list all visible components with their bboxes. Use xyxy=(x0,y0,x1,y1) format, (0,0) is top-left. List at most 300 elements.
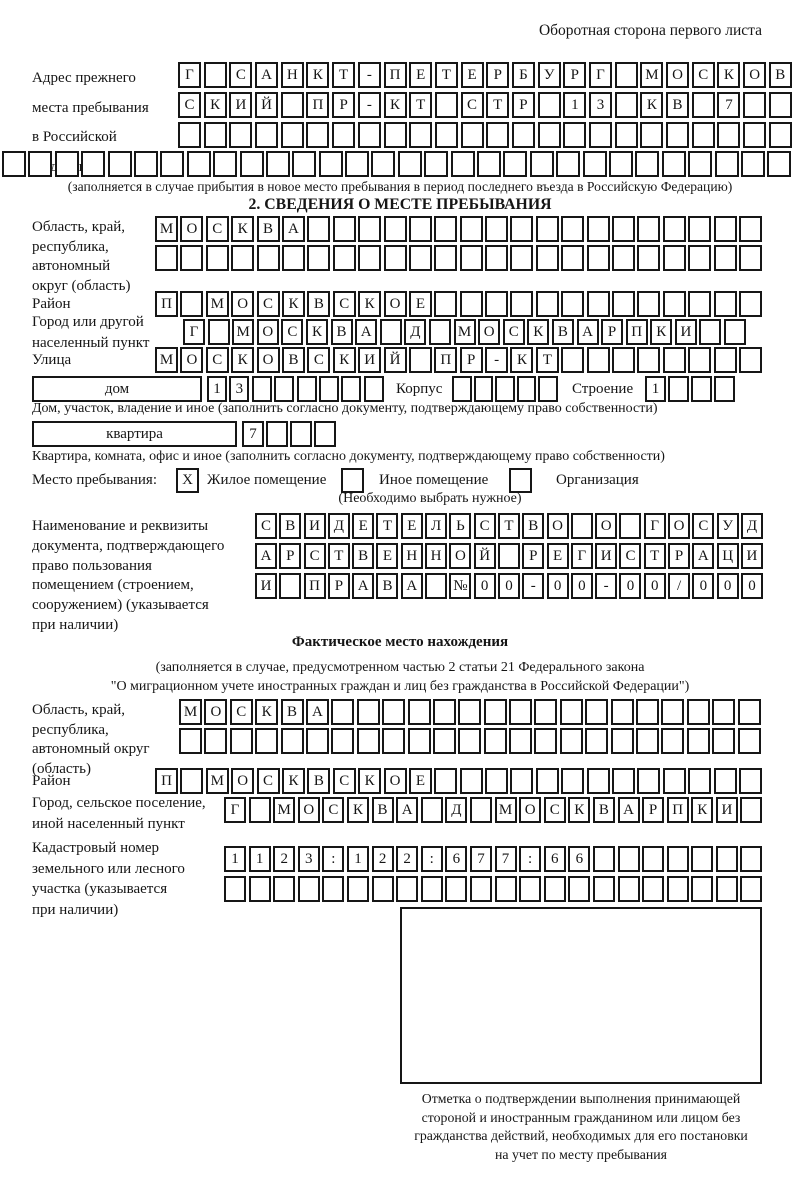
char-cell xyxy=(281,728,304,754)
char-cell xyxy=(714,245,737,271)
char-cell: С xyxy=(333,768,356,794)
char-cell xyxy=(477,151,501,177)
char-cell: И xyxy=(716,797,738,823)
ulitsa-row xyxy=(155,347,762,373)
char-cell xyxy=(738,728,761,754)
char-cell: П xyxy=(306,92,329,118)
char-cell xyxy=(712,699,735,725)
char-cell: Р xyxy=(512,92,535,118)
char-cell xyxy=(187,151,211,177)
char-cell: 1 xyxy=(207,376,227,402)
document-row-2 xyxy=(255,543,763,569)
char-cell: Т xyxy=(376,513,398,539)
char-cell xyxy=(433,728,456,754)
char-cell: И xyxy=(675,319,697,345)
char-cell xyxy=(536,291,559,317)
char-cell: А xyxy=(255,62,278,88)
char-cell: О xyxy=(668,513,690,539)
char-cell xyxy=(319,376,339,402)
char-cell: - xyxy=(485,347,508,373)
char-cell: К xyxy=(306,62,329,88)
char-cell: Т xyxy=(409,92,432,118)
char-cell: П xyxy=(384,62,407,88)
char-cell: И xyxy=(358,347,381,373)
char-cell: А xyxy=(618,797,640,823)
prev-address-row-3 xyxy=(178,122,792,148)
char-cell xyxy=(663,347,686,373)
char-cell: К xyxy=(510,347,533,373)
char-cell xyxy=(769,122,792,148)
option-zhiloe-label: Жилое помещение xyxy=(207,472,327,488)
char-cell xyxy=(474,376,494,402)
char-cell xyxy=(587,347,610,373)
char-cell: Г xyxy=(183,319,205,345)
char-cell: К xyxy=(231,347,254,373)
char-cell xyxy=(615,62,638,88)
char-cell xyxy=(486,122,509,148)
fact-gorod-label: Город, сельское поселение, иной населенный пункт xyxy=(32,795,206,832)
char-cell: П xyxy=(304,573,326,599)
char-cell: 7 xyxy=(717,92,740,118)
char-cell xyxy=(452,376,472,402)
char-cell xyxy=(281,122,304,148)
char-cell xyxy=(636,728,659,754)
fact-gorod-row xyxy=(224,797,762,823)
char-cell: М xyxy=(640,62,663,88)
char-cell: Л xyxy=(425,513,447,539)
char-cell: О xyxy=(666,62,689,88)
char-cell xyxy=(612,347,635,373)
char-cell xyxy=(28,151,52,177)
char-cell: : xyxy=(322,846,344,872)
char-cell: 7 xyxy=(242,421,264,447)
document-row-3 xyxy=(255,573,763,599)
char-cell: Е xyxy=(376,543,398,569)
char-cell xyxy=(739,216,762,242)
char-cell: С xyxy=(544,797,566,823)
char-cell xyxy=(178,122,201,148)
char-cell: Е xyxy=(461,62,484,88)
char-cell xyxy=(319,151,343,177)
char-cell xyxy=(743,92,766,118)
char-cell xyxy=(712,728,735,754)
char-cell xyxy=(435,122,458,148)
char-cell xyxy=(460,245,483,271)
char-cell xyxy=(155,245,178,271)
char-cell xyxy=(273,876,295,902)
char-cell xyxy=(292,151,316,177)
char-cell: К xyxy=(568,797,590,823)
char-cell xyxy=(429,319,451,345)
char-cell xyxy=(563,122,586,148)
char-cell: К xyxy=(384,92,407,118)
kvartira-cells xyxy=(242,421,336,447)
char-cell xyxy=(585,699,608,725)
char-cell xyxy=(380,319,402,345)
char-cell xyxy=(662,151,686,177)
char-cell xyxy=(691,876,713,902)
char-cell: 6 xyxy=(568,846,590,872)
char-cell xyxy=(290,421,312,447)
char-cell: С xyxy=(333,291,356,317)
char-cell xyxy=(179,728,202,754)
char-cell xyxy=(460,768,483,794)
char-cell: № xyxy=(449,573,471,599)
char-cell: С xyxy=(619,543,641,569)
char-cell xyxy=(204,62,227,88)
char-cell xyxy=(589,122,612,148)
char-cell xyxy=(180,768,203,794)
char-cell xyxy=(663,216,686,242)
char-cell xyxy=(266,421,288,447)
char-cell xyxy=(611,699,634,725)
char-cell xyxy=(636,699,659,725)
char-cell: С xyxy=(281,319,303,345)
char-cell: С xyxy=(178,92,201,118)
char-cell: О xyxy=(595,513,617,539)
char-cell xyxy=(692,92,715,118)
char-cell xyxy=(160,151,184,177)
char-cell: М xyxy=(495,797,517,823)
char-cell xyxy=(298,876,320,902)
char-cell xyxy=(460,216,483,242)
char-cell xyxy=(640,122,663,148)
char-cell: С xyxy=(474,513,496,539)
char-cell: С xyxy=(461,92,484,118)
char-cell xyxy=(740,876,762,902)
char-cell: В xyxy=(352,543,374,569)
raion-label: Район xyxy=(32,296,71,312)
char-cell xyxy=(724,319,746,345)
char-cell: Т xyxy=(435,62,458,88)
char-cell xyxy=(495,376,515,402)
char-cell xyxy=(204,122,227,148)
char-cell: С xyxy=(229,62,252,88)
char-cell: Й xyxy=(474,543,496,569)
char-cell xyxy=(691,846,713,872)
char-cell xyxy=(587,291,610,317)
char-cell xyxy=(509,699,532,725)
stamp-caption: Отметка о подтверждении выполнения принимающей стороной и иностранным гражданином или лицом без гражданства действий, необходимых для его постановки на учет по месту пребывания xyxy=(414,1091,748,1162)
char-cell: Р xyxy=(486,62,509,88)
char-cell xyxy=(739,768,762,794)
char-cell xyxy=(637,216,660,242)
char-cell xyxy=(739,347,762,373)
char-cell: 6 xyxy=(544,846,566,872)
char-cell xyxy=(503,151,527,177)
char-cell xyxy=(408,728,431,754)
char-cell xyxy=(714,291,737,317)
char-cell xyxy=(561,347,584,373)
char-cell xyxy=(204,728,227,754)
char-cell: - xyxy=(595,573,617,599)
char-cell xyxy=(668,376,689,402)
kvartira-caption: Квартира, комната, офис и иное (заполнить согласно документу, подтверждающему право собственности) xyxy=(32,449,665,464)
char-cell: 0 xyxy=(644,573,666,599)
char-cell xyxy=(434,245,457,271)
char-cell: Е xyxy=(352,513,374,539)
char-cell xyxy=(434,768,457,794)
back-side-note: Оборотная сторона первого листа xyxy=(538,22,762,39)
char-cell xyxy=(637,768,660,794)
char-cell xyxy=(615,122,638,148)
korpus-label: Корпус xyxy=(396,381,443,397)
char-cell xyxy=(421,876,443,902)
char-cell xyxy=(382,699,405,725)
char-cell xyxy=(534,699,557,725)
char-cell: К xyxy=(255,699,278,725)
fact-note-line-2: "О миграционном учете иностранных граждан и лиц без гражданства в Российской Федерации") xyxy=(110,679,690,694)
char-cell xyxy=(358,245,381,271)
char-cell xyxy=(279,573,301,599)
char-cell: Р xyxy=(279,543,301,569)
char-cell xyxy=(688,291,711,317)
char-cell xyxy=(55,151,79,177)
char-cell: В xyxy=(376,573,398,599)
raion-row xyxy=(155,291,762,317)
char-cell xyxy=(434,216,457,242)
char-cell: Н xyxy=(401,543,423,569)
char-cell: С xyxy=(304,543,326,569)
char-cell: О xyxy=(547,513,569,539)
char-cell xyxy=(743,122,766,148)
char-cell: С xyxy=(692,62,715,88)
char-cell: М xyxy=(232,319,254,345)
char-cell xyxy=(510,768,533,794)
char-cell: Ц xyxy=(717,543,739,569)
char-cell: И xyxy=(229,92,252,118)
char-cell: В xyxy=(307,768,330,794)
char-cell: Р xyxy=(601,319,623,345)
char-cell xyxy=(583,151,607,177)
char-cell: Е xyxy=(409,62,432,88)
char-cell xyxy=(769,92,792,118)
char-cell: Р xyxy=(460,347,483,373)
char-cell: О xyxy=(257,347,280,373)
char-cell: Г xyxy=(224,797,246,823)
char-cell xyxy=(560,699,583,725)
char-cell: Ь xyxy=(449,513,471,539)
char-cell xyxy=(716,876,738,902)
char-cell xyxy=(738,699,761,725)
char-cell: / xyxy=(668,573,690,599)
char-cell: 3 xyxy=(589,92,612,118)
char-cell: 0 xyxy=(692,573,714,599)
char-cell: В xyxy=(281,699,304,725)
char-cell xyxy=(409,122,432,148)
char-cell xyxy=(612,768,635,794)
char-cell xyxy=(434,291,457,317)
char-cell: : xyxy=(519,846,541,872)
checkbox-inoe xyxy=(341,468,364,493)
char-cell xyxy=(458,728,481,754)
char-cell: С xyxy=(206,347,229,373)
char-cell xyxy=(249,876,271,902)
char-cell xyxy=(255,122,278,148)
fact-title: Фактическое место нахождения xyxy=(291,634,509,650)
char-cell: С xyxy=(307,347,330,373)
char-cell: : xyxy=(421,846,443,872)
char-cell xyxy=(536,216,559,242)
char-cell: О xyxy=(204,699,227,725)
char-cell xyxy=(333,216,356,242)
char-cell: 1 xyxy=(347,846,369,872)
char-cell: Д xyxy=(404,319,426,345)
char-cell xyxy=(688,768,711,794)
char-cell: О xyxy=(180,347,203,373)
char-cell: А xyxy=(396,797,418,823)
char-cell xyxy=(249,797,271,823)
char-cell: К xyxy=(527,319,549,345)
char-cell xyxy=(510,291,533,317)
char-cell: К xyxy=(358,291,381,317)
char-cell: К xyxy=(282,768,305,794)
char-cell xyxy=(408,699,431,725)
char-cell: М xyxy=(155,347,178,373)
char-cell: 1 xyxy=(563,92,586,118)
char-cell xyxy=(331,699,354,725)
char-cell: В xyxy=(279,513,301,539)
dom-caption: Дом, участок, владение и иное (заполнить согласно документу, подтверждающему право собственности) xyxy=(32,401,658,416)
char-cell: Р xyxy=(328,573,350,599)
char-cell xyxy=(458,699,481,725)
mesto-note: (Необходимо выбрать нужное) xyxy=(338,491,522,506)
char-cell: Н xyxy=(425,543,447,569)
char-cell xyxy=(495,876,517,902)
char-cell xyxy=(517,376,537,402)
char-cell xyxy=(556,151,580,177)
char-cell: К xyxy=(650,319,672,345)
char-cell: Г xyxy=(571,543,593,569)
char-cell xyxy=(2,151,26,177)
char-cell xyxy=(642,846,664,872)
char-cell xyxy=(460,291,483,317)
char-cell xyxy=(451,151,475,177)
char-cell xyxy=(470,797,492,823)
char-cell xyxy=(371,151,395,177)
char-cell xyxy=(281,92,304,118)
char-cell: 0 xyxy=(547,573,569,599)
char-cell: С xyxy=(257,768,280,794)
char-cell xyxy=(433,699,456,725)
char-cell: С xyxy=(322,797,344,823)
char-cell: В xyxy=(593,797,615,823)
char-cell xyxy=(231,245,254,271)
char-cell xyxy=(240,151,264,177)
char-cell xyxy=(663,291,686,317)
korpus-cells xyxy=(452,376,558,402)
char-cell xyxy=(691,376,712,402)
stroenie-cells xyxy=(645,376,735,402)
char-cell xyxy=(687,699,710,725)
char-cell: П xyxy=(155,291,178,317)
char-cell xyxy=(538,92,561,118)
char-cell: Р xyxy=(563,62,586,88)
dom-field-label: дом xyxy=(32,376,202,402)
char-cell xyxy=(425,573,447,599)
prev-address-row-2 xyxy=(178,92,792,118)
char-cell xyxy=(314,421,336,447)
char-cell: Г xyxy=(178,62,201,88)
char-cell: 0 xyxy=(571,573,593,599)
char-cell: - xyxy=(522,573,544,599)
char-cell: Б xyxy=(512,62,535,88)
char-cell xyxy=(512,122,535,148)
char-cell xyxy=(715,151,739,177)
char-cell xyxy=(470,876,492,902)
char-cell: О xyxy=(449,543,471,569)
char-cell: 7 xyxy=(470,846,492,872)
char-cell xyxy=(341,376,361,402)
prev-address-label: Адрес прежнего места пребывания в Российской xyxy=(32,70,149,145)
kadastr-label: Кадастровый номер земельного или лесного участка (указывается при наличии) xyxy=(32,840,185,918)
char-cell: В xyxy=(372,797,394,823)
char-cell xyxy=(345,151,369,177)
char-cell xyxy=(692,122,715,148)
char-cell: С xyxy=(503,319,525,345)
char-cell xyxy=(530,151,554,177)
char-cell: О xyxy=(231,291,254,317)
char-cell: 2 xyxy=(372,846,394,872)
char-cell: К xyxy=(640,92,663,118)
char-cell xyxy=(534,728,557,754)
char-cell xyxy=(716,846,738,872)
char-cell xyxy=(714,376,735,402)
char-cell: П xyxy=(155,768,178,794)
fact-raion-row xyxy=(155,768,762,794)
char-cell: У xyxy=(538,62,561,88)
char-cell xyxy=(485,216,508,242)
char-cell xyxy=(609,151,633,177)
checkbox-zhiloe: X xyxy=(176,468,199,493)
char-cell: С xyxy=(257,291,280,317)
char-cell: Й xyxy=(384,347,407,373)
char-cell xyxy=(615,92,638,118)
mesto-label: Место пребывания: xyxy=(32,472,157,488)
char-cell xyxy=(274,376,294,402)
char-cell xyxy=(560,728,583,754)
char-cell xyxy=(206,245,229,271)
char-cell xyxy=(585,728,608,754)
char-cell xyxy=(544,876,566,902)
char-cell xyxy=(331,728,354,754)
char-cell xyxy=(699,319,721,345)
char-cell xyxy=(741,151,765,177)
ulitsa-label: Улица xyxy=(32,352,72,368)
char-cell: 0 xyxy=(474,573,496,599)
char-cell xyxy=(767,151,791,177)
char-cell xyxy=(81,151,105,177)
char-cell: С xyxy=(206,216,229,242)
fact-raion-label: Район xyxy=(32,773,71,789)
document-label: Наименование и реквизиты документа, подтверждающего право пользования помещением (строением, сооружением) (указывается при наличии) xyxy=(32,518,225,633)
char-cell xyxy=(593,846,615,872)
char-cell: О xyxy=(298,797,320,823)
char-cell xyxy=(538,122,561,148)
char-cell: Р xyxy=(668,543,690,569)
char-cell: О xyxy=(180,216,203,242)
char-cell: О xyxy=(231,768,254,794)
kvartira-field-label: квартира xyxy=(32,421,237,447)
fact-oblast-label: Область, край, республика, автономный округ (область) xyxy=(32,702,150,777)
char-cell: М xyxy=(155,216,178,242)
char-cell: Т xyxy=(498,513,520,539)
char-cell: И xyxy=(595,543,617,569)
char-cell xyxy=(611,728,634,754)
char-cell: О xyxy=(743,62,766,88)
char-cell: У xyxy=(717,513,739,539)
char-cell: Т xyxy=(486,92,509,118)
